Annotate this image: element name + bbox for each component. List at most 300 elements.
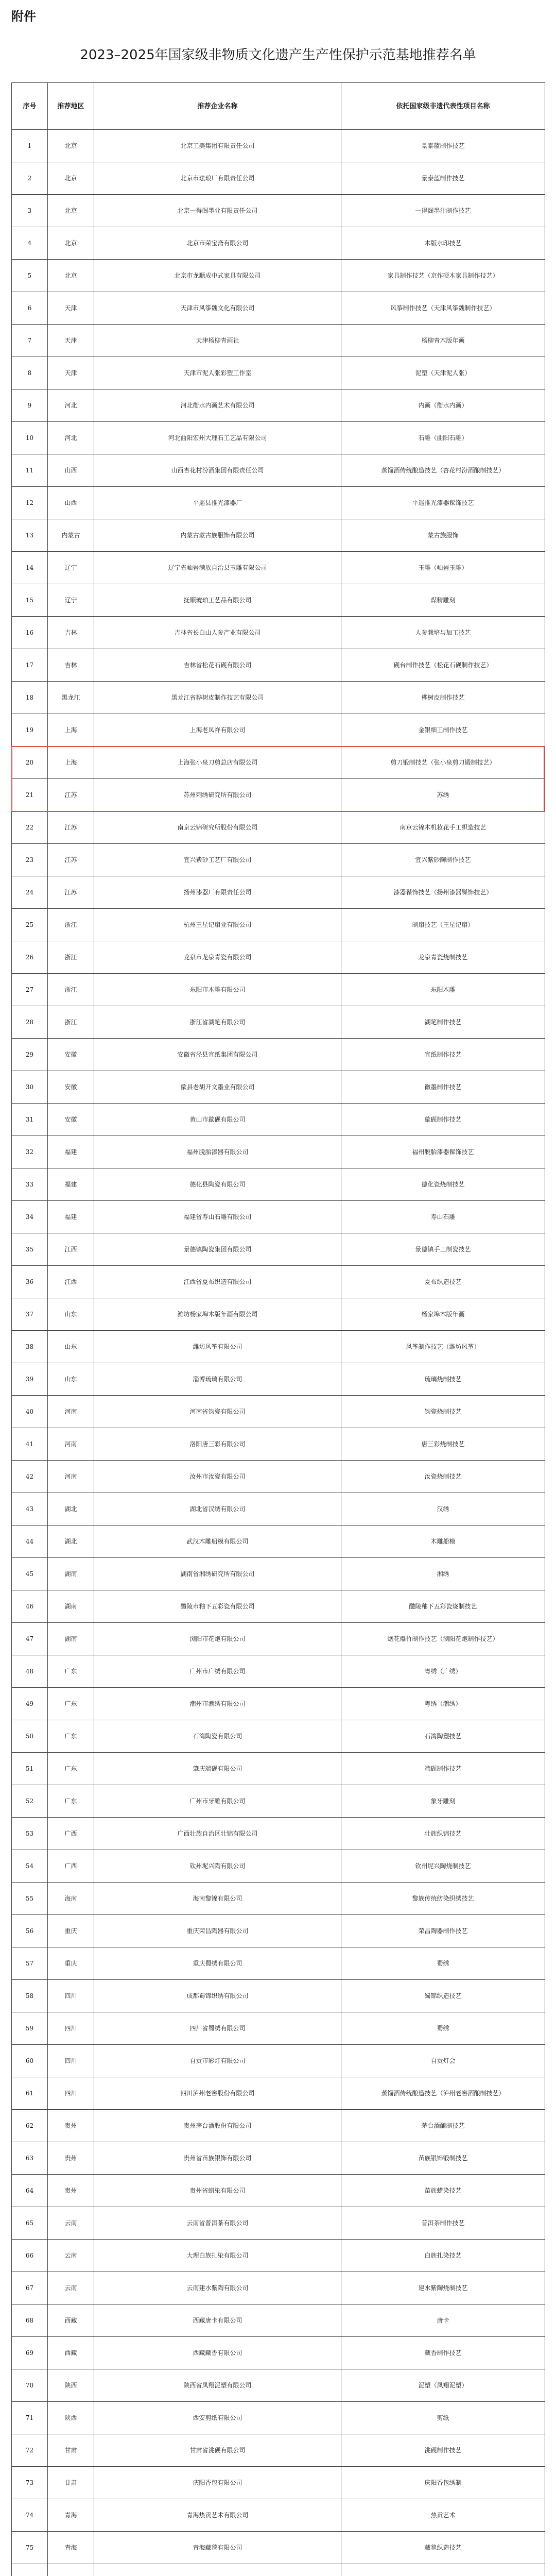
row-region: 福建 — [48, 1136, 94, 1168]
row-project: 煤精雕刻 — [341, 584, 545, 617]
row-region: 甘肃 — [48, 2434, 94, 2467]
row-no: 64 — [12, 2175, 48, 2207]
table-row — [12, 2564, 545, 2576]
row-enterprise: 汝州市汝瓷有限公司 — [94, 1461, 341, 1493]
row-enterprise: 歙县老胡开文墨业有限公司 — [94, 1071, 341, 1104]
table-row — [12, 1850, 545, 1883]
row-enterprise: 东阳市木雕有限公司 — [94, 974, 341, 1006]
row-region: 山东 — [48, 1363, 94, 1396]
row-no: 71 — [12, 2402, 48, 2434]
row-no: 43 — [12, 1493, 48, 1526]
row-enterprise: 扬州漆器厂有限责任公司 — [94, 876, 341, 909]
row-project: 一得阁墨汁制作技艺 — [341, 195, 545, 227]
table-row — [12, 422, 545, 454]
row-project: 杨家埠木版年画 — [341, 1298, 545, 1331]
row-enterprise: 黑龙江省桦树皮制作技艺有限公司 — [94, 682, 341, 714]
row-project: 粤绣（广绣） — [341, 1655, 545, 1688]
table-row — [12, 1266, 545, 1298]
table-row — [12, 162, 545, 195]
row-project: 桦树皮制作技艺 — [341, 682, 545, 714]
row-region: 四川 — [48, 1980, 94, 2012]
table-row — [12, 454, 545, 487]
row-region: 北京 — [48, 227, 94, 260]
row-project: 平遥推光漆器髹饰技艺 — [341, 487, 545, 519]
row-no: 19 — [12, 714, 48, 747]
row-region: 河南 — [48, 1461, 94, 1493]
row-enterprise: 云南省普洱茶有限公司 — [94, 2207, 341, 2240]
row-enterprise: 贵州茅台酒股份有限公司 — [94, 2110, 341, 2142]
row-enterprise: 自贡市彩灯有限公司 — [94, 2045, 341, 2077]
table-row — [12, 2467, 545, 2499]
row-project: 烟花爆竹制作技艺（浏阳花炮制作技艺） — [341, 1623, 545, 1655]
row-project: 剪纸 — [341, 2402, 545, 2434]
row-enterprise: 河南省钧瓷有限公司 — [94, 1396, 341, 1428]
header-project: 依托国家级非遗代表性项目名称 — [341, 83, 545, 130]
row-enterprise: 淄博琉璃有限公司 — [94, 1363, 341, 1396]
row-region: 甘肃 — [48, 2467, 94, 2499]
row-no: 30 — [12, 1071, 48, 1104]
table-row — [12, 1980, 545, 2012]
row-enterprise: 南京云锦研究所股份有限公司 — [94, 811, 341, 844]
row-enterprise: 西藏唐卡有限公司 — [94, 2304, 341, 2337]
row-region: 山西 — [48, 454, 94, 487]
row-project: 普洱茶制作技艺 — [341, 2207, 545, 2240]
row-region: 青海 — [48, 2499, 94, 2532]
row-region: 西藏 — [48, 2304, 94, 2337]
row-no: 57 — [12, 1947, 48, 1980]
row-enterprise: 浏阳市花炮有限公司 — [94, 1623, 341, 1655]
row-region: 福建 — [48, 1168, 94, 1201]
row-no: 3 — [12, 195, 48, 227]
row-no: 67 — [12, 2272, 48, 2304]
table-row — [12, 357, 545, 389]
table-row — [12, 1136, 545, 1168]
row-project: 家具制作技艺（京作硬木家具制作技艺） — [341, 260, 545, 292]
row-no: 6 — [12, 292, 48, 325]
row-region: 河南 — [48, 1396, 94, 1428]
row-region — [48, 2564, 94, 2576]
row-no: 54 — [12, 1850, 48, 1883]
row-region: 广东 — [48, 1720, 94, 1753]
table-row — [12, 779, 545, 811]
row-no: 59 — [12, 2012, 48, 2045]
table-row — [12, 1396, 545, 1428]
row-project: 自贡灯会 — [341, 2045, 545, 2077]
row-project: 杨柳青木版年画 — [341, 325, 545, 357]
row-enterprise: 湖南省湘绣研究所有限公司 — [94, 1558, 341, 1590]
table-row — [12, 2369, 545, 2402]
row-enterprise: 北京市龙顺成中式家具有限公司 — [94, 260, 341, 292]
row-no: 60 — [12, 2045, 48, 2077]
row-project: 砚台制作技艺（松花石砚制作技艺） — [341, 649, 545, 682]
row-no: 8 — [12, 357, 48, 389]
row-project: 唐卡 — [341, 2304, 545, 2337]
table-row — [12, 1590, 545, 1623]
row-region: 河南 — [48, 1428, 94, 1461]
row-region: 江西 — [48, 1233, 94, 1266]
table-row — [12, 1071, 545, 1104]
row-region: 海南 — [48, 1883, 94, 1915]
table-row — [12, 195, 545, 227]
row-enterprise: 广州市广绣有限公司 — [94, 1655, 341, 1688]
row-no: 44 — [12, 1526, 48, 1558]
table-row — [12, 2304, 545, 2337]
row-no: 13 — [12, 519, 48, 552]
row-no: 70 — [12, 2369, 48, 2402]
table-row — [12, 292, 545, 325]
table-row — [12, 1363, 545, 1396]
row-project: 景德镇手工制瓷技艺 — [341, 1233, 545, 1266]
row-no: 25 — [12, 909, 48, 941]
row-project: 人参栽培与加工技艺 — [341, 617, 545, 649]
row-enterprise: 钦州坭兴陶有限公司 — [94, 1850, 341, 1883]
row-enterprise: 广西壮族自治区壮锦有限公司 — [94, 1818, 341, 1850]
row-enterprise: 内蒙古蒙古族服饰有限公司 — [94, 519, 341, 552]
row-project: 蒸馏酒传统酿造技艺（泸州老窖酒酿制技艺） — [341, 2077, 545, 2110]
table-row — [12, 1655, 545, 1688]
row-no: 47 — [12, 1623, 48, 1655]
row-no: 35 — [12, 1233, 48, 1266]
row-enterprise: 庆阳香包有限公司 — [94, 2467, 341, 2499]
row-enterprise: 德化县陶瓷有限公司 — [94, 1168, 341, 1201]
row-project: 风筝制作技艺（天津风筝魏制作技艺） — [341, 292, 545, 325]
table-row — [12, 1233, 545, 1266]
table-row — [12, 1785, 545, 1818]
row-enterprise: 上海老凤祥有限公司 — [94, 714, 341, 747]
row-enterprise: 宜兴紫砂工艺厂有限公司 — [94, 844, 341, 876]
row-project: 东阳木雕 — [341, 974, 545, 1006]
row-enterprise: 四川省蜀绣有限公司 — [94, 2012, 341, 2045]
row-no: 72 — [12, 2434, 48, 2467]
row-enterprise: 北京市荣宝斋有限公司 — [94, 227, 341, 260]
table-row — [12, 2434, 545, 2467]
row-no: 27 — [12, 974, 48, 1006]
row-no: 42 — [12, 1461, 48, 1493]
row-no: 38 — [12, 1331, 48, 1363]
row-project: 汝瓷烧制技艺 — [341, 1461, 545, 1493]
row-enterprise: 抚顺琥珀工艺品有限公司 — [94, 584, 341, 617]
table-row — [12, 2077, 545, 2110]
row-region: 广西 — [48, 1850, 94, 1883]
table-row — [12, 130, 545, 162]
table-row — [12, 1104, 545, 1136]
row-no: 33 — [12, 1168, 48, 1201]
row-enterprise: 吉林省松花石砚有限公司 — [94, 649, 341, 682]
row-region: 广东 — [48, 1785, 94, 1818]
row-no: 21 — [12, 779, 48, 811]
row-no: 45 — [12, 1558, 48, 1590]
table-row — [12, 1720, 545, 1753]
row-enterprise: 成都蜀锦织绣有限公司 — [94, 1980, 341, 2012]
row-region: 北京 — [48, 130, 94, 162]
row-region: 天津 — [48, 292, 94, 325]
row-region: 重庆 — [48, 1947, 94, 1980]
row-enterprise: 吉林省长白山人参产业有限公司 — [94, 617, 341, 649]
table-row — [12, 1818, 545, 1850]
table-row — [12, 552, 545, 584]
row-project: 木版水印技艺 — [341, 227, 545, 260]
row-project: 湘绣 — [341, 1558, 545, 1590]
row-project: 藏毯织造技艺 — [341, 2532, 545, 2564]
row-project: 内画（衡水内画） — [341, 389, 545, 422]
row-no — [12, 2564, 48, 2576]
row-enterprise: 四川泸州老窖股份有限公司 — [94, 2077, 341, 2110]
header-no: 序号 — [12, 83, 48, 130]
row-region: 江苏 — [48, 811, 94, 844]
recommendation-table — [11, 82, 545, 2576]
row-region: 广东 — [48, 1688, 94, 1720]
row-region: 黑龙江 — [48, 682, 94, 714]
row-enterprise: 广州市牙雕有限公司 — [94, 1785, 341, 1818]
row-enterprise: 海南黎锦有限公司 — [94, 1883, 341, 1915]
row-project: 庆阳香包绣制 — [341, 2467, 545, 2499]
row-enterprise — [94, 2564, 341, 2576]
row-no: 37 — [12, 1298, 48, 1331]
row-no: 18 — [12, 682, 48, 714]
table-row — [12, 389, 545, 422]
row-project: 宜兴紫砂陶制作技艺 — [341, 844, 545, 876]
row-enterprise: 重庆蜀绣有限公司 — [94, 1947, 341, 1980]
table-row — [12, 260, 545, 292]
row-project: 歙砚制作技艺 — [341, 1104, 545, 1136]
row-project: 福州脱胎漆器髹饰技艺 — [341, 1136, 545, 1168]
row-enterprise: 醴陵市釉下五彩瓷有限公司 — [94, 1590, 341, 1623]
row-enterprise: 湖北省汉绣有限公司 — [94, 1493, 341, 1526]
row-enterprise: 洛阳唐三彩有限公司 — [94, 1428, 341, 1461]
row-region: 天津 — [48, 357, 94, 389]
row-project: 泥塑（天津泥人张） — [341, 357, 545, 389]
row-region: 北京 — [48, 195, 94, 227]
row-project: 景泰蓝制作技艺 — [341, 162, 545, 195]
row-region: 福建 — [48, 1201, 94, 1233]
row-project: 蒸馏酒传统酿造技艺（杏花村汾酒酿制技艺） — [341, 454, 545, 487]
row-project: 茅台酒酿制技艺 — [341, 2110, 545, 2142]
row-region: 上海 — [48, 714, 94, 747]
row-no: 73 — [12, 2467, 48, 2499]
row-enterprise: 平遥县推光漆器厂 — [94, 487, 341, 519]
table-row — [12, 2110, 545, 2142]
row-project: 蜀绣 — [341, 2012, 545, 2045]
row-enterprise: 苏州刺绣研究所有限公司 — [94, 779, 341, 811]
row-project: 德化瓷烧制技艺 — [341, 1168, 545, 1201]
row-region: 山东 — [48, 1298, 94, 1331]
row-enterprise: 江西省夏布织造有限公司 — [94, 1266, 341, 1298]
row-region: 湖北 — [48, 1493, 94, 1526]
row-enterprise: 陕西省凤翔泥塑有限公司 — [94, 2369, 341, 2402]
table-row — [12, 617, 545, 649]
table-row — [12, 227, 545, 260]
row-project: 宣纸制作技艺 — [341, 1039, 545, 1071]
table-row — [12, 1201, 545, 1233]
table-row — [12, 844, 545, 876]
row-region: 河北 — [48, 422, 94, 454]
row-project: 荣昌陶器制作技艺 — [341, 1915, 545, 1947]
row-region: 辽宁 — [48, 584, 94, 617]
row-enterprise: 青海热贡艺术有限公司 — [94, 2499, 341, 2532]
table-row — [12, 682, 545, 714]
row-project: 象牙雕刻 — [341, 1785, 545, 1818]
row-no: 23 — [12, 844, 48, 876]
row-project: 石雕（曲阳石雕） — [341, 422, 545, 454]
row-project: 琉璃烧制技艺 — [341, 1363, 545, 1396]
row-no: 48 — [12, 1655, 48, 1688]
row-no: 65 — [12, 2207, 48, 2240]
row-no: 9 — [12, 389, 48, 422]
table-row — [12, 1947, 545, 1980]
row-project: 夏布织造技艺 — [341, 1266, 545, 1298]
row-project: 黎族传统纺染织绣技艺 — [341, 1883, 545, 1915]
row-region: 云南 — [48, 2240, 94, 2272]
row-enterprise: 浙江省湖笔有限公司 — [94, 1006, 341, 1039]
row-project: 剪刀锻制技艺（张小泉剪刀锻制技艺） — [341, 747, 545, 779]
table-row — [12, 2045, 545, 2077]
row-no: 2 — [12, 162, 48, 195]
row-region: 青海 — [48, 2532, 94, 2564]
table-row — [12, 2142, 545, 2175]
row-region: 西藏 — [48, 2337, 94, 2369]
row-region: 贵州 — [48, 2110, 94, 2142]
row-no: 49 — [12, 1688, 48, 1720]
row-no: 68 — [12, 2304, 48, 2337]
row-region: 江苏 — [48, 844, 94, 876]
table-row — [12, 649, 545, 682]
row-region: 安徽 — [48, 1039, 94, 1071]
row-region: 湖南 — [48, 1558, 94, 1590]
row-no: 56 — [12, 1915, 48, 1947]
row-region: 四川 — [48, 2077, 94, 2110]
row-project: 泥塑（凤翔泥塑） — [341, 2369, 545, 2402]
table-row — [12, 714, 545, 747]
row-project: 金银细工制作技艺 — [341, 714, 545, 747]
table-row — [12, 941, 545, 974]
row-project: 醴陵釉下五彩瓷烧制技艺 — [341, 1590, 545, 1623]
row-enterprise: 北京工美集团有限责任公司 — [94, 130, 341, 162]
table-row — [12, 747, 545, 779]
table-row — [12, 876, 545, 909]
row-region: 安徽 — [48, 1104, 94, 1136]
row-project: 洮砚制作技艺 — [341, 2434, 545, 2467]
row-project: 龙泉青瓷烧制技艺 — [341, 941, 545, 974]
row-region: 上海 — [48, 747, 94, 779]
row-no: 7 — [12, 325, 48, 357]
table-row — [12, 2532, 545, 2564]
table-row — [12, 1298, 545, 1331]
header-region: 推荐地区 — [48, 83, 94, 130]
table-row — [12, 325, 545, 357]
row-no: 62 — [12, 2110, 48, 2142]
row-enterprise: 潍坊杨家埠木版年画有限公司 — [94, 1298, 341, 1331]
row-no: 39 — [12, 1363, 48, 1396]
row-region: 浙江 — [48, 941, 94, 974]
row-no: 63 — [12, 2142, 48, 2175]
row-enterprise: 安徽省泾县宣纸集团有限公司 — [94, 1039, 341, 1071]
table-row — [12, 2499, 545, 2532]
row-project: 建水紫陶烧制技艺 — [341, 2272, 545, 2304]
row-region: 云南 — [48, 2207, 94, 2240]
row-enterprise: 北京一得阁墨业有限责任公司 — [94, 195, 341, 227]
table-row — [12, 1526, 545, 1558]
row-region: 北京 — [48, 162, 94, 195]
row-project: 粤绣（潮绣） — [341, 1688, 545, 1720]
row-project: 钧瓷烧制技艺 — [341, 1396, 545, 1428]
table-header-row — [12, 83, 545, 130]
row-region: 湖南 — [48, 1590, 94, 1623]
row-no: 14 — [12, 552, 48, 584]
row-region: 内蒙古 — [48, 519, 94, 552]
attachment-label: 附件 — [11, 9, 36, 24]
table-row — [12, 487, 545, 519]
row-region: 浙江 — [48, 1006, 94, 1039]
row-project: 湖笔制作技艺 — [341, 1006, 545, 1039]
row-region: 重庆 — [48, 1915, 94, 1947]
row-enterprise: 天津杨柳青画社 — [94, 325, 341, 357]
row-project: 藏香制作技艺 — [341, 2337, 545, 2369]
table-row — [12, 2240, 545, 2272]
header-enterprise: 推荐企业名称 — [94, 83, 341, 130]
row-no: 55 — [12, 1883, 48, 1915]
row-no: 24 — [12, 876, 48, 909]
row-enterprise: 福建省寿山石雕有限公司 — [94, 1201, 341, 1233]
row-enterprise: 天津市风筝魏文化有限公司 — [94, 292, 341, 325]
row-enterprise: 西安剪纸有限公司 — [94, 2402, 341, 2434]
table-row — [12, 974, 545, 1006]
row-no: 1 — [12, 130, 48, 162]
table-row — [12, 1331, 545, 1363]
row-project: 唐三彩烧制技艺 — [341, 1428, 545, 1461]
row-project: 蜀锦织造技艺 — [341, 1980, 545, 2012]
row-project: 苏绣 — [341, 779, 545, 811]
row-project: 景泰蓝制作技艺 — [341, 130, 545, 162]
table-row — [12, 1558, 545, 1590]
table-row — [12, 1623, 545, 1655]
row-no: 12 — [12, 487, 48, 519]
row-project: 徽墨制作技艺 — [341, 1071, 545, 1104]
row-enterprise: 潍坊风筝有限公司 — [94, 1331, 341, 1363]
row-region: 浙江 — [48, 974, 94, 1006]
row-enterprise: 福州脱胎漆器有限公司 — [94, 1136, 341, 1168]
row-project: 汉绣 — [341, 1493, 545, 1526]
row-no: 26 — [12, 941, 48, 974]
row-no: 74 — [12, 2499, 48, 2532]
document-title: 2023–2025年国家级非物质文化遗产生产性保护示范基地推荐名单 — [80, 47, 476, 63]
row-no: 41 — [12, 1428, 48, 1461]
row-region: 湖北 — [48, 1526, 94, 1558]
row-no: 50 — [12, 1720, 48, 1753]
row-no: 20 — [12, 747, 48, 779]
row-project: 热贡艺术 — [341, 2499, 545, 2532]
row-no: 32 — [12, 1136, 48, 1168]
row-region: 天津 — [48, 325, 94, 357]
row-no: 17 — [12, 649, 48, 682]
row-enterprise: 石湾陶瓷有限公司 — [94, 1720, 341, 1753]
row-region: 吉林 — [48, 617, 94, 649]
row-region: 浙江 — [48, 909, 94, 941]
row-enterprise: 上海张小泉刀剪总店有限公司 — [94, 747, 341, 779]
row-no: 10 — [12, 422, 48, 454]
row-enterprise: 天津市泥人张彩塑工作室 — [94, 357, 341, 389]
table-row — [12, 519, 545, 552]
row-project: 蒙古族服饰 — [341, 519, 545, 552]
row-project: 苗族蜡染技艺 — [341, 2175, 545, 2207]
row-region: 河北 — [48, 389, 94, 422]
table-row — [12, 584, 545, 617]
row-region: 江苏 — [48, 779, 94, 811]
table-row — [12, 1006, 545, 1039]
row-region: 四川 — [48, 2012, 94, 2045]
row-project: 苗族银饰锻制技艺 — [341, 2142, 545, 2175]
row-project — [341, 2564, 545, 2576]
table-row — [12, 909, 545, 941]
